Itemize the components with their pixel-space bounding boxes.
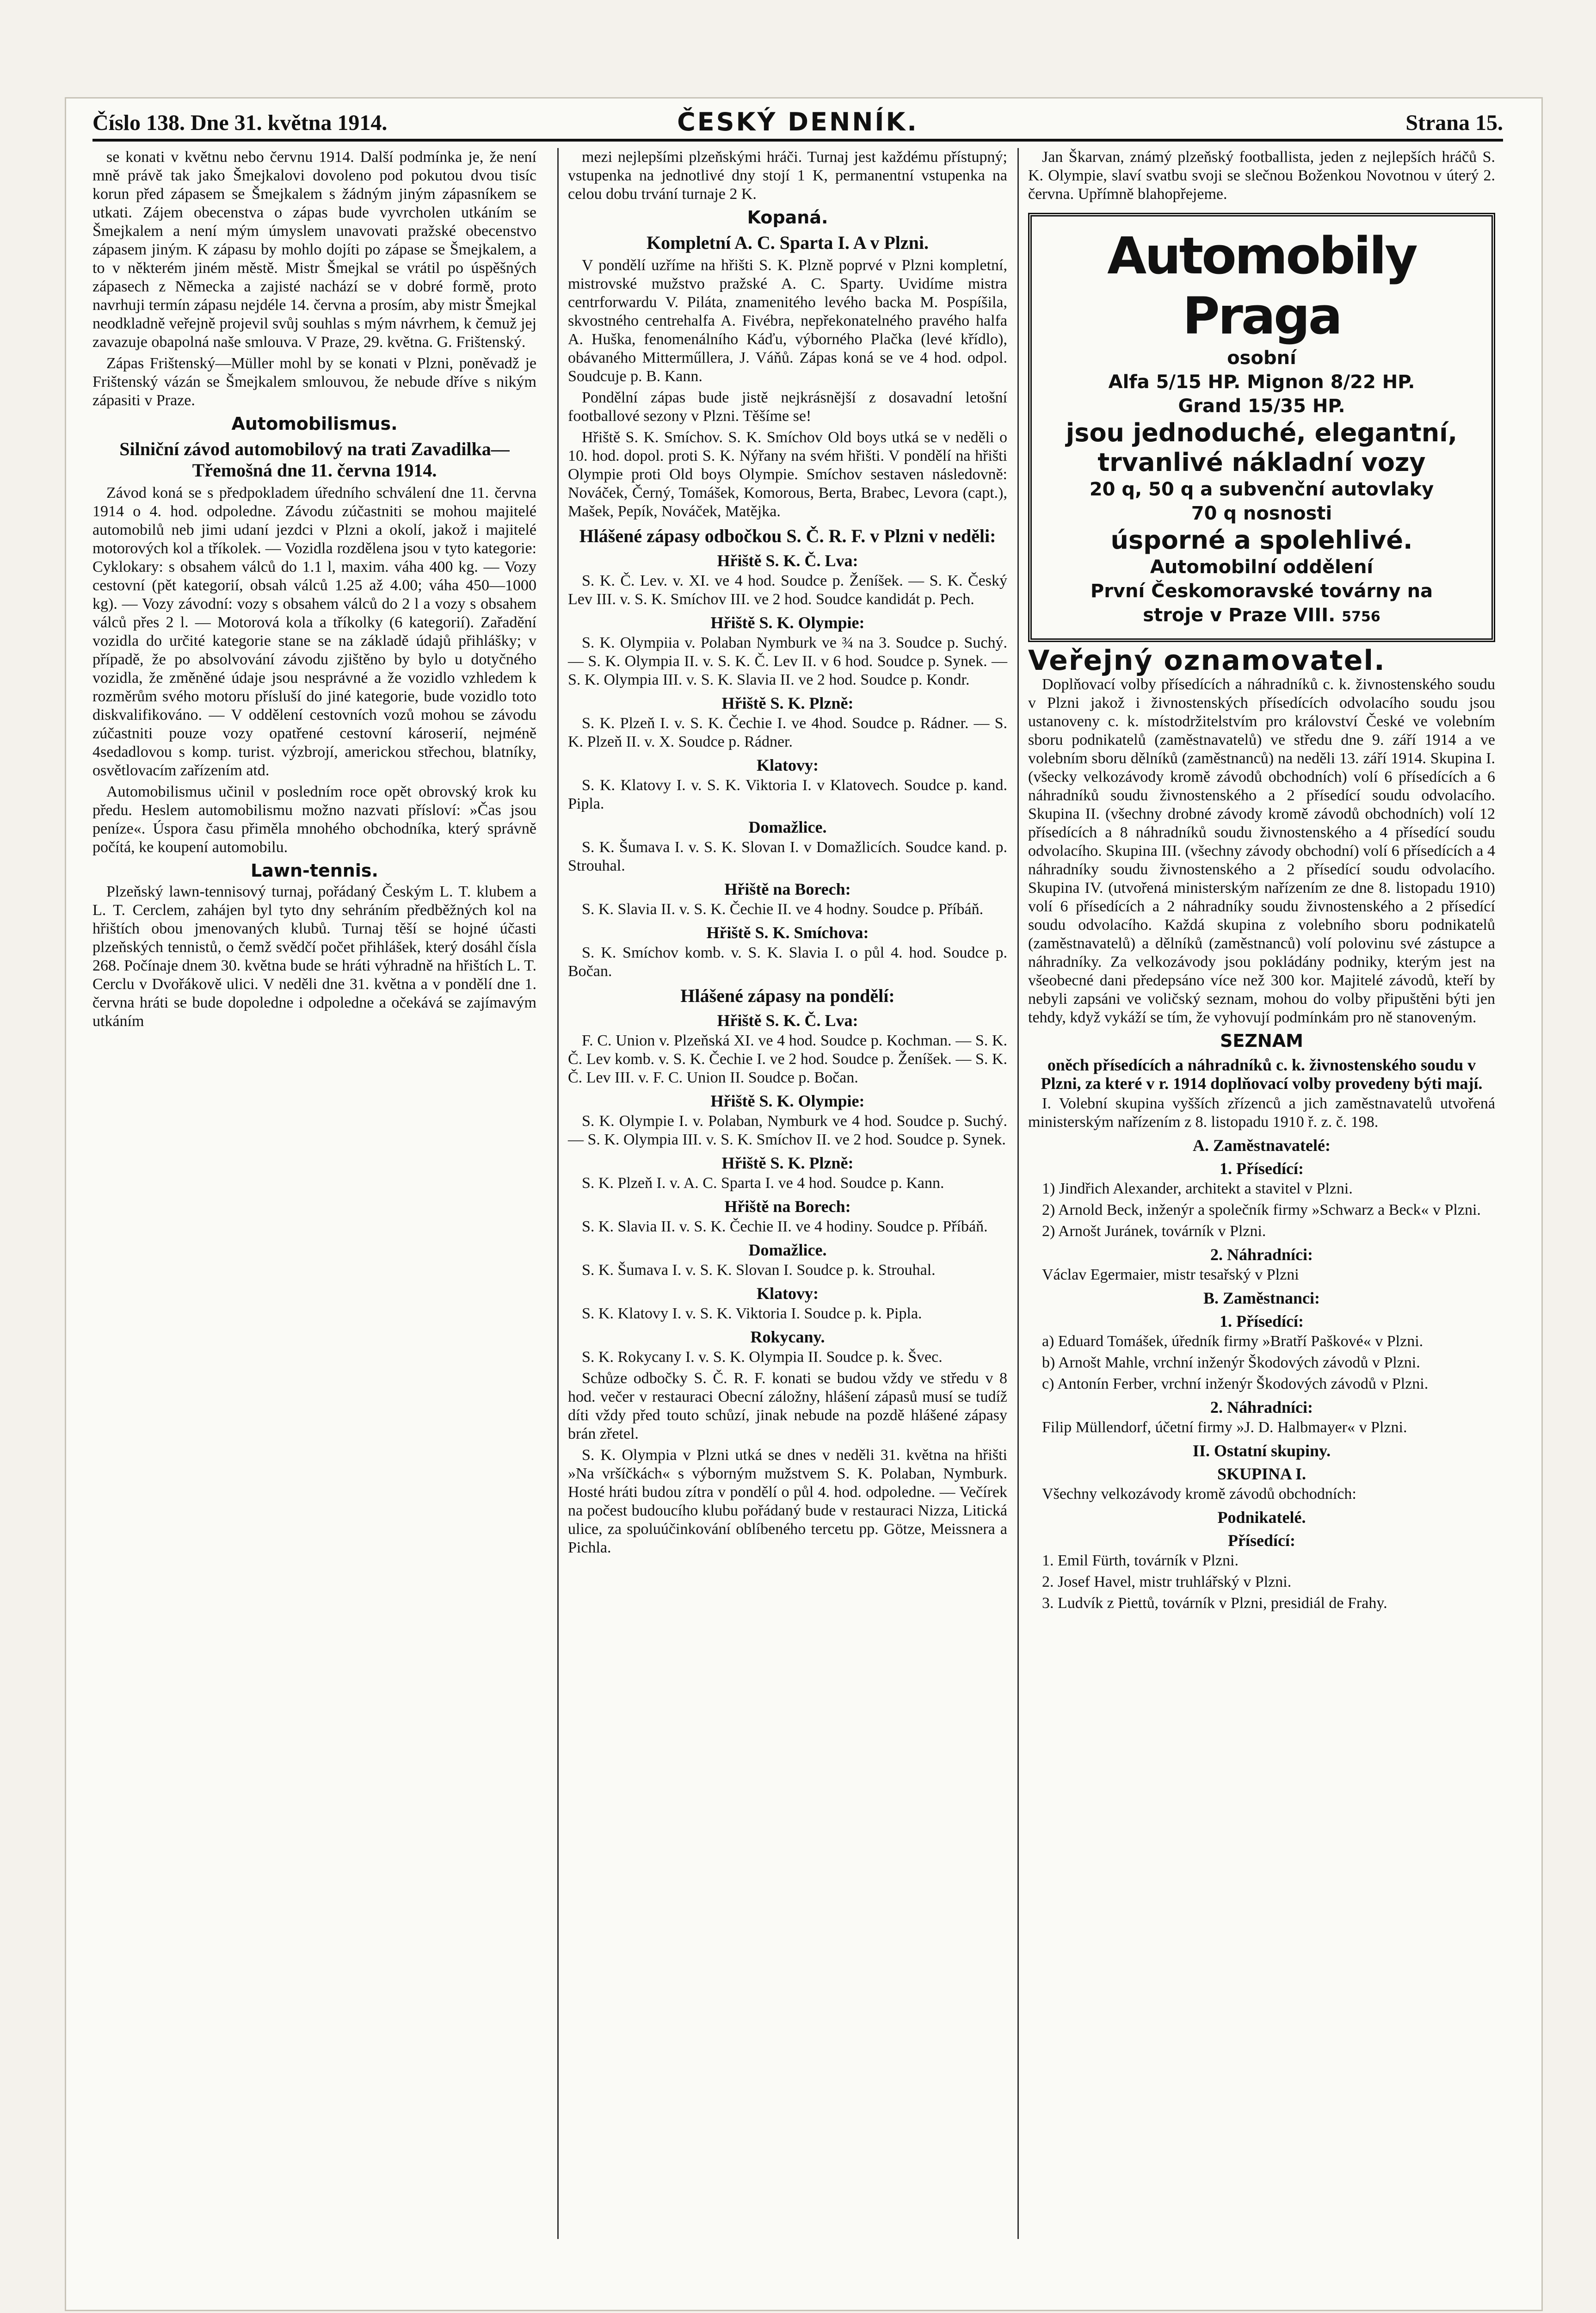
subheading: Přísedící: (1228, 1531, 1295, 1550)
column-2 (557, 148, 1007, 2239)
ad-line (1039, 603, 1484, 629)
ad-line: Alfa 5/15 HP. Mignon 8/22 HP. (1108, 371, 1415, 393)
ad-line-text: stroje v Praze VIII. (1143, 605, 1336, 626)
paragraph: Plzeňský lawn-tennisový turnaj, pořádaný Českým L. T. klubem a L. T. Cerclem, zahájen byl tyto dny sehráním předběžných kol na hřištích obou jmenovaných klubů. Turnaj těší se hojné účasti plzeňských tennistů, o čemž svědčí počet přihlášek, který dosáhl čísla 268. Počínaje dnem 30. května bude se hráti výhradně na hřištích L. T. Cerclu v Dvořákově ulici. V neděli dne 31. května a v pondělí dne 1. června hráti se bude dopoledne i odpoledne a očekává se zajímavým utkáním (92, 883, 536, 1030)
paragraph: c) Antonín Ferber, vrchní inženýr Škodových závodů v Plzni. (1042, 1375, 1429, 1392)
ad-line: úsporné a spolehlivé. (1110, 526, 1413, 555)
section-heading: Kopaná. (747, 207, 828, 228)
ad-line: 70 q nosnosti (1191, 503, 1332, 524)
paragraph: se konati v květnu nebo červnu 1914. Další podmínka je, že není mně právě tak jako Šmejkalovi dovoleno pod pokutou dvou tisíc korun před zápasem se Šmejkalem s žádným jiným zápasníkem se utkati. Zájem obecenstva o zápas bude vyvrcholen utkáním se Šmejkalem a není mým úmyslem unavovati pražské obecenstvo zápasem jiným. K zápasu by mohlo dojíti po zápase se Šmejkalem, a to v některém jiném městě. Mistr Šmejkal se vrátil po úspěšných zápasech z Německa a zajisté nachází se v dobré formě, proto navrhuji termín zápasu nejdéle 14. června a prosím, aby mistr Šmejkal neodkladně veřejně projevil svůj souhlas s mým návrhem, k čemuž jej zavazuje obapolná naše smlouva. V Praze, 29. května. G. Frištenský. (92, 148, 536, 351)
paragraph: S. K. Šumava I. v. S. K. Slovan I. Soudce p. k. Strouhal. (582, 1262, 936, 1279)
subheading: Hřiště S. K. Plzně: (721, 1154, 854, 1172)
subheading: Hřiště S. K. Plzně: (721, 694, 854, 712)
section-heading: Lawn-tennis. (251, 860, 378, 881)
paragraph: Doplňovací volby přísedících a náhradníků c. k. živnostenského soudu v Plzni jakož i živnostenských přísedících odvolacího soudu jsou ustanoveny c. k. místodržitelstvím pro království České ve volebním sboru podnikatelů (zaměstnavatelů) ve středu dne 9. září 1914 a ve volebním sboru dělníků (zaměstnanců) na neděli 13. září 1914. Skupina I. (všecky velkozávody kromě závodů obchodních) volí 6 přísedících a 6 náhradníků soudu živnostenského a 2 přísedící soudu odvolacího. Skupina II. (všechny drobné závody kromě závodů obchodních) volí 12 přísedících a 8 náhradníků soudu živnostenského a 4 přísedící soudu odvolacího. Skupina III. (všechny závody obchodní) volí 6 přísedících a 4 náhradníky soudu živnostenského a 2 přísedící soudu odvolacího. Skupina IV. (utvořená ministerským nařízením ze dne 8. listopadu 1910) volí 6 přísedících a 2 náhradníky soudu živnostenského a 2 přísedící soudu odvolacího. Každá skupina z volebního sboru podnikatelů (zaměstnavatelů) a dělníků (zaměstnanců) volí polovinu své zástupce a náhradníky. Za velkozávody jsou pokládány podniky, kterým jest na všeobecné dani předepsáno více než 300 kor. Majitelé závodů, kteří by nebyli zapsáni ve voličský seznam, mohou do volby připuštěni býti jen tehdy, když vykáží se tím, že vyhovují podmínkám pro ně stanoveným. (1028, 676, 1495, 1026)
newspaper-title: ČESKÝ DENNÍK. (677, 107, 918, 136)
ad-line: Grand 15/35 HP. (1178, 396, 1345, 417)
ad-line: Automobilní oddělení (1150, 557, 1374, 578)
subheading: Rokycany. (750, 1328, 825, 1346)
subheading: 2. Náhradníci: (1210, 1398, 1313, 1416)
paragraph: Jan Škarvan, známý plzeňský footballista, jeden z nejlepších hráčů S. K. Olympie, slaví svatbu svoji se slečnou Boženkou Novotnou v úterý 2. června. Upřímně blahopřejeme. (1028, 148, 1495, 203)
subheading: 2. Náhradníci: (1210, 1245, 1313, 1264)
subheading: Hřiště S. K. Smíchova: (706, 923, 869, 942)
article-title: Hlášené zápasy odbočkou S. Č. R. F. v Plzni v neděli: (579, 526, 996, 546)
ad-line: 20 q, 50 q a subvenční autovlaky (1089, 479, 1434, 500)
paragraph: a) Eduard Tomášek, úředník firmy »Bratří Paškové« v Plzni. (1042, 1333, 1423, 1350)
paragraph: b) Arnošt Mahle, vrchní inženýr Škodových závodů v Plzni. (1042, 1354, 1420, 1371)
paragraph: V pondělí uzříme na hřišti S. K. Plzně poprvé v Plzni kompletní, mistrovské mužstvo pražské A. C. Sparty. Uvidíme mistra centrforwardu V. Piláta, znamenitého levého backa M. Pospíšila, skvostného centrehalfa A. Fivébra, nepřekonatelného pravého halfa A. Huška, fenomenálního Káďu, výborného Plačka (levé křídlo), obávaného Mitterműllera, J. Váňů. Zápas koná se ve 4 hod. odpol. Soudcuje p. B. Kann. (568, 257, 1007, 385)
article-title: Silniční závod automobilový na trati Zavadilka—Třemošná dne 11. června 1914. (119, 439, 510, 481)
paragraph: mezi nejlepšími plzeňskými hráči. Turnaj jest každému přístupný; vstupenka na jednotlivé dny stojí 1 K, permanentní vstupenka na celou dobu trvání turnaje 2 K. (568, 148, 1007, 203)
subheading: Hřiště S. K. Olympie: (710, 1092, 865, 1110)
paragraph: Závod koná se s předpokladem úředního schválení dne 11. června 1914 o 4. hod. odpoledne. Závodu zúčastniti se mohou majitelé automobilů neb jimi udaní jezdci v Plzni a okolí, jakož i majitelé motorových kol a tříkolek. — Vozidla rozdělena jsou v tyto kategorie: Cyklokary: s obsahem válců do 1.1 l, maxim. váha 400 kg. — Vozy cestovní (pět kategorií, obsah válců 1.25 až 4.00; váha 450—1000 kg). — Vozy závodní: vozy s obsahem válců do 2 l a vozy s obsahem válců přes 2 l. — Motorová kola a tříkolky (6 kategorií). Zařadění vozidla do určité kategorie stane se na základě údajů přihlášky; v případě, že po absolvování závodu zjištěno by bylo u dotyčného vozidla, že změněné údaje jsou nesprávné a že vozidlo vzhledem k rozměrům svého motoru přísluší do jiné kategorie, bude vozidlo toto diskvalifikováno. — V oddělení cestovních vozů mohou se závodu zúčastniti pouze vozy opatřené cestovní károserií, nejméně 4sedadlovou s komp. turist. výzbrojí, americkou střechou, blatníky, osvětlovacím zařízením atd. (92, 484, 536, 779)
subheading: Hřiště S. K. Č. Lva: (717, 551, 858, 570)
subheading: B. Zaměstnanci: (1203, 1289, 1320, 1307)
ad-number: 5756 (1342, 609, 1380, 625)
subheading: Klatovy: (757, 756, 819, 774)
page-header (92, 106, 1503, 142)
section-heading: SEZNAM (1220, 1031, 1303, 1051)
paragraph: S. K. Šumava I. v. S. K. Slovan I. v Domažlicích. Soudce kand. p. Strouhal. (568, 839, 1007, 874)
page-number: Strana 15. (1405, 111, 1503, 135)
ad-line: jsou jednoduché, elegantní, (1066, 418, 1458, 447)
subheading: Hřiště na Borech: (724, 1197, 851, 1216)
column-1 (92, 148, 536, 1033)
paragraph: Václav Egermaier, mistr tesařský v Plzni (1042, 1266, 1299, 1283)
paragraph: 2. Josef Havel, mistr truhlářský v Plzni. (1042, 1573, 1292, 1590)
paragraph: I. Volební skupina vyšších zřízenců a jich zaměstnavatelů utvořená ministerským nařízením z 8. listopadu 1910 ř. z. č. 198. (1028, 1095, 1495, 1131)
subheading: SKUPINA I. (1217, 1465, 1306, 1483)
paragraph: S. K. Smíchov komb. v. S. K. Slavia I. o půl 4. hod. Soudce p. Bočan. (568, 944, 1007, 980)
ad-brand: Automobily Praga (1107, 226, 1416, 346)
section-title: Veřejný oznamovatel. (1028, 644, 1386, 677)
subheading: Domažlice. (748, 1241, 827, 1259)
paragraph: Všechny velkozávody kromě závodů obchodních: (1042, 1485, 1356, 1503)
paragraph: Filip Müllendorf, účetní firmy »J. D. Halbmayer« v Plzni. (1042, 1419, 1407, 1436)
subheading: Podnikatelé. (1217, 1508, 1306, 1527)
paragraph: S. K. Slavia II. v. S. K. Čechie II. ve 4 hodny. Soudce p. Příbáň. (582, 901, 984, 918)
paragraph: S. K. Č. Lev. v. XI. ve 4 hod. Soudce p. Ženíšek. — S. K. Český Lev III. v. S. K. Smíchov III. ve 2 hod. Soudce kandidát p. Pech. (568, 572, 1007, 608)
subheading: Klatovy: (757, 1284, 819, 1303)
ad-line: trvanlivé nákladní vozy (1097, 448, 1426, 477)
paragraph: 2) Arnold Beck, inženýr a společník firmy »Schwarz a Beck« v Plzni. (1042, 1201, 1481, 1218)
paragraph: Schůze odbočky S. Č. R. F. konati se budou vždy ve středu v 8 hod. večer v restauraci Obecní záložny, hlášení zápasů musí se tudíž díti vždy před touto schůzí, jinak nebude na pozdě hlášené zápasy brán zřetel. (568, 1370, 1007, 1442)
paragraph: S. K. Klatovy I. v. S. K. Viktoria I. Soudce p. k. Pipla. (582, 1305, 922, 1322)
paragraph: S. K. Klatovy I. v. S. K. Viktoria I. v Klatovech. Soudce p. kand. Pipla. (568, 777, 1007, 812)
paragraph: S. K. Plzeň I. v. S. K. Čechie I. ve 4hod. Soudce p. Rádner. — S. K. Plzeň II. v. X. Soudce p. Rádner. (568, 715, 1007, 750)
subheading: II. Ostatní skupiny. (1192, 1441, 1331, 1460)
ad-line: osobní (1227, 347, 1296, 369)
paragraph: 3. Ludvík z Piettů, továrník v Plzni, presidiál de Frahy. (1042, 1595, 1387, 1612)
paragraph: Pondělní zápas bude jistě nejkrásnější z dosavadní letošní footballové sezony v Plzni. Těšíme se! (568, 389, 1007, 425)
column-3 (1017, 148, 1495, 2239)
paragraph: S. K. Olympiia v. Polaban Nymburk ve ¾ na 3. Soudce p. Suchý. — S. K. Olympia II. v. S. K. Č. Lev II. v 6 hod. Soudce p. Synek. — S. K. Olympia III. v. S. K. Slavia II. ve 2 hod. Soudce p. Kondr. (568, 634, 1007, 688)
subheading: Domažlice. (748, 818, 827, 836)
ad-line: První Českomoravské továrny na (1090, 581, 1433, 602)
subheading: 1. Přísedící: (1220, 1312, 1304, 1330)
paragraph: Automobilismus učinil v posledním roce opět obrovský krok ku předu. Heslem automobilismu možno nazvati přísloví: »Čas jsou peníze«. Úspora času přiměla mnohého obchodníka, který správně počítá, ke koupení automobilu. (92, 783, 536, 856)
paragraph: S. K. Rokycany I. v. S. K. Olympia II. Soudce p. k. Švec. (582, 1348, 943, 1366)
paragraph: 1) Jindřich Alexander, architekt a stavitel v Plzni. (1042, 1180, 1353, 1197)
paragraph: S. K. Olympie I. v. Polaban, Nymburk ve 4 hod. Soudce p. Suchý. — S. K. Olympia III. v. S. K. Smíchov II. ve 2 hod. Soudce p. Synek. (568, 1113, 1007, 1148)
subheading: Hřiště S. K. Č. Lva: (717, 1011, 858, 1030)
paragraph: 1. Emil Fürth, továrník v Plzni. (1042, 1552, 1239, 1569)
section-heading: Automobilismus. (231, 414, 398, 434)
subheading: A. Zaměstnavatelé: (1193, 1136, 1331, 1155)
paragraph: Hřiště S. K. Smíchov. S. K. Smíchov Old boys utká se v neděli o 10. hod. dopol. proti S. K. Nýřany na svém hřišti. V pondělí na hřišti Olympie proti Old boys Olympie. Smíchov sestaven následovně: Nováček, Černý, Tomášek, Komorous, Berta, Brabec, Levora (capt.), Mašek, Pepík, Nováček, Matějka. (568, 429, 1007, 520)
subheading: Hřiště na Borech: (724, 880, 851, 898)
paragraph: S. K. Plzeň I. v. A. C. Sparta I. ve 4 hod. Soudce p. Kann. (582, 1175, 944, 1192)
paragraph: Zápas Frištenský—Müller mohl by se konati v Plzni, poněvadž je Frištenský vázán se Šmejkalem smlouvou, že nebude dříve s nikým zápasiti v Praze. (92, 355, 536, 409)
issue-info: Číslo 138. Dne 31. května 1914. (92, 111, 388, 135)
paragraph: S. K. Slavia II. v. S. K. Čechie II. ve 4 hodiny. Soudce p. Příbáň. (582, 1218, 988, 1235)
paragraph: F. C. Union v. Plzeňská XI. ve 4 hod. Soudce p. Kochman. — S. K. Č. Lev komb. v. S. K. Čechie I. ve 2 hod. Soudce p. Ženíšek. — S. K. Č. Lev III. v. F. C. Union II. Soudce p. Bočan. (568, 1032, 1007, 1086)
paragraph: S. K. Olympia v Plzni utká se dnes v neděli 31. května na hřišti »Na vršíčkách« s výborným mužstvem S. K. Polaban, Nymburk. Hosté hráti budou zítra v pondělí o půl 4. hod. odpoledne. — Večírek na počest budoucího klubu pořádaný bude v restauraci Nizza, Litická ulice, za spoluúčinkování oblíbeného tercetu pp. Götze, Meissnera a Pichla. (568, 1447, 1007, 1556)
advertisement-praga (1028, 213, 1495, 642)
subheading: Hřiště S. K. Olympie: (710, 613, 865, 632)
paragraph: 2) Arnošt Juránek, továrník v Plzni. (1042, 1223, 1266, 1240)
article-title: Hlášené zápasy na pondělí: (680, 985, 895, 1006)
article-title: Kompletní A. C. Sparta I. A v Plzni. (646, 232, 929, 253)
subheading: oněch přísedících a náhradníků c. k. živnostenského soudu v Plzni, za které v r. 1914 doplňovací volby provedeny býti mají. (1041, 1056, 1483, 1093)
subheading: 1. Přísedící: (1220, 1159, 1304, 1178)
